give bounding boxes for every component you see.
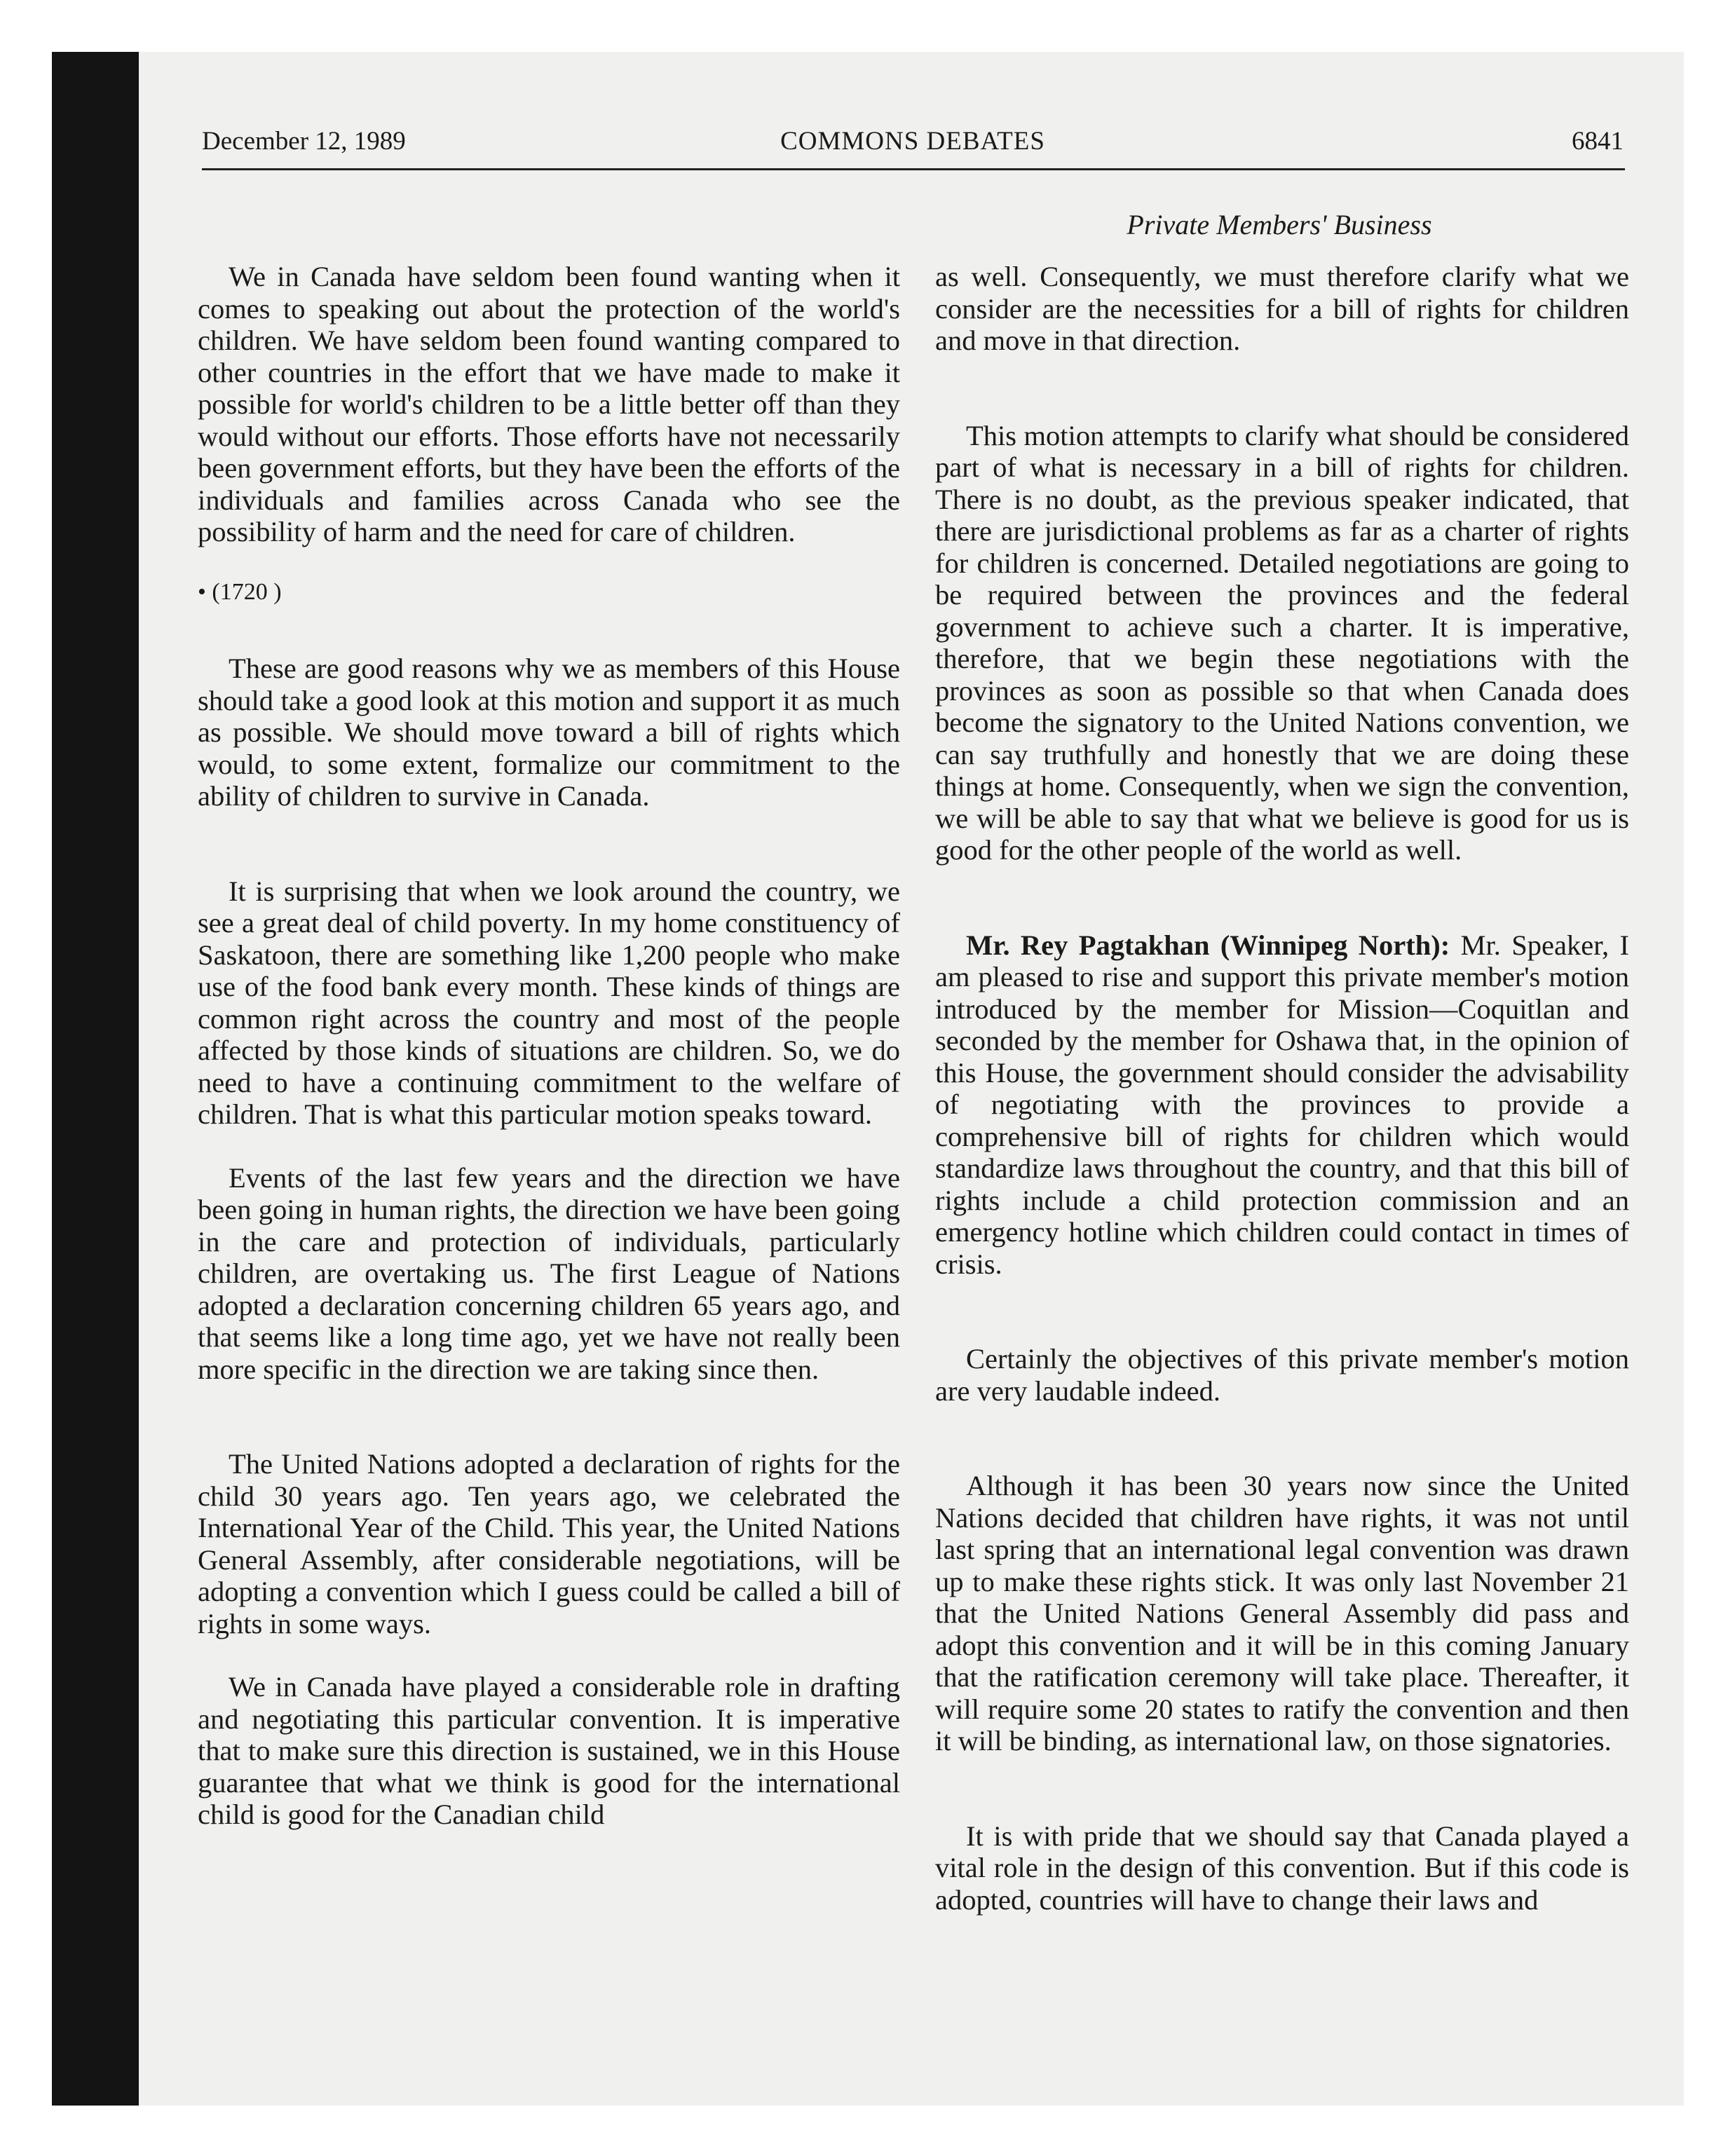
binding-edge [52, 52, 139, 2106]
paragraph: Certainly the objectives of this private member's motion are very laudable indeed. [935, 1343, 1629, 1407]
paragraph: Although it has been 30 years now since the United Nations decided that children have rights, it was not until last spring that an international legal convention was drawn up to make these rights stick. It was only last November 21 that the United Nations General Assembly did pass and adopt this convention and it will be in this coming January that the ratification ceremony will take place. Thereafter, it will require some 20 states to ratify the convention and then it will be binding, as international law, on those signatories. [935, 1470, 1629, 1756]
speech-text: Mr. Speaker, I am pleased to rise and support this private member's motion introduced by the member for Mission—Coquitlan and seconded by the member for Oshawa that, in the opinion of this House, the government should consider the advisability of negotiating with the provinces to provide a comprehensive bill of rights for children which would standardize laws throughout the country, and that this bill of rights include a child protection commission and an emergency hotline which children could contact in times of crisis. [935, 929, 1629, 1280]
header-title: COMMONS DEBATES [780, 127, 1045, 156]
right-column [935, 261, 1629, 1916]
paragraph: Events of the last few years and the direction we have been going in human rights, the direction we have been going in the care and protection of individuals, particularly children, are overtaking us. The first League of Nations adopted a declaration concerning children 65 years ago, and that seems like a long time ago, yet we have not really been more specific in the direction we are taking since then. [198, 1161, 900, 1385]
speaker-name: Mr. Rey Pagtakhan (Winnipeg North): [966, 929, 1450, 961]
paragraph: It is surprising that when we look around the country, we see a great deal of child poverty. In my home constituency of Saskatoon, there are something like 1,200 people who make use of the food bank every month. These kinds of things are common right across the country and most of the people affected by those kinds of situations are children. So, we do need to have a continuing commitment to the welfare of children. That is what this particular motion speaks toward. [198, 875, 900, 1130]
paragraph-continuation: as well. Consequently, we must therefore clarify what we consider are the necessities for a bill of rights for children and move in that direction. [935, 261, 1629, 356]
paragraph: The United Nations adopted a declaration of rights for the child 30 years ago. Ten years ago, we celebrated the International Year of the Child. This year, the United Nations General Assembly, after considerable negotiations, will be adopting a convention which I guess could be called a bill of rights in some ways. [198, 1448, 900, 1639]
left-column [198, 261, 900, 1831]
header-rule [202, 168, 1625, 170]
speaker-paragraph [935, 929, 1629, 1281]
section-title: Private Members' Business [1127, 209, 1432, 240]
page-number: 6841 [1572, 127, 1624, 156]
paragraph: These are good reasons why we as members of this House should take a good look at this motion and support it as much as possible. We should move toward a bill of rights which would, to some extent, formalize our commitment to the ability of children to survive in Canada. [198, 653, 900, 812]
paragraph: We in Canada have seldom been found wanting when it comes to speaking out about the protection of the world's children. We have seldom been found wanting compared to other countries in the effort that we have made to make it possible for world's children to be a little better off than they would without our efforts. Those efforts have not necessarily been government efforts, but they have been the efforts of the individuals and families across Canada who see the possibility of harm and the need for care of children. [198, 261, 900, 547]
paragraph: This motion attempts to clarify what should be considered part of what is necessary in a bill of rights for children. There is no doubt, as the previous speaker indicated, that there are jurisdictional problems as far as a charter of rights for children is concerned. Detailed negotiations are going to be required between the provinces and the federal government to achieve such a charter. It is imperative, therefore, that we begin these negotiations with the provinces as soon as possible so that when Canada does become the signatory to the United Nations convention, we can say truthfully and honestly that we are doing these things at home. Consequently, when we sign the convention, we will be able to say that what we believe is good for us is good for the other people of the world as well. [935, 419, 1629, 866]
paragraph: It is with pride that we should say that Canada played a vital role in the design of this convention. But if this code is adopted, countries will have to change their laws and [935, 1820, 1629, 1916]
paragraph: We in Canada have played a considerable role in drafting and negotiating this particular convention. It is imperative that to make sure this direction is sustained, we in this House guarantee that what we think is good for the international child is good for the Canadian child [198, 1671, 900, 1830]
header-date: December 12, 1989 [202, 127, 406, 156]
time-marker: • (1720 ) [198, 578, 282, 605]
